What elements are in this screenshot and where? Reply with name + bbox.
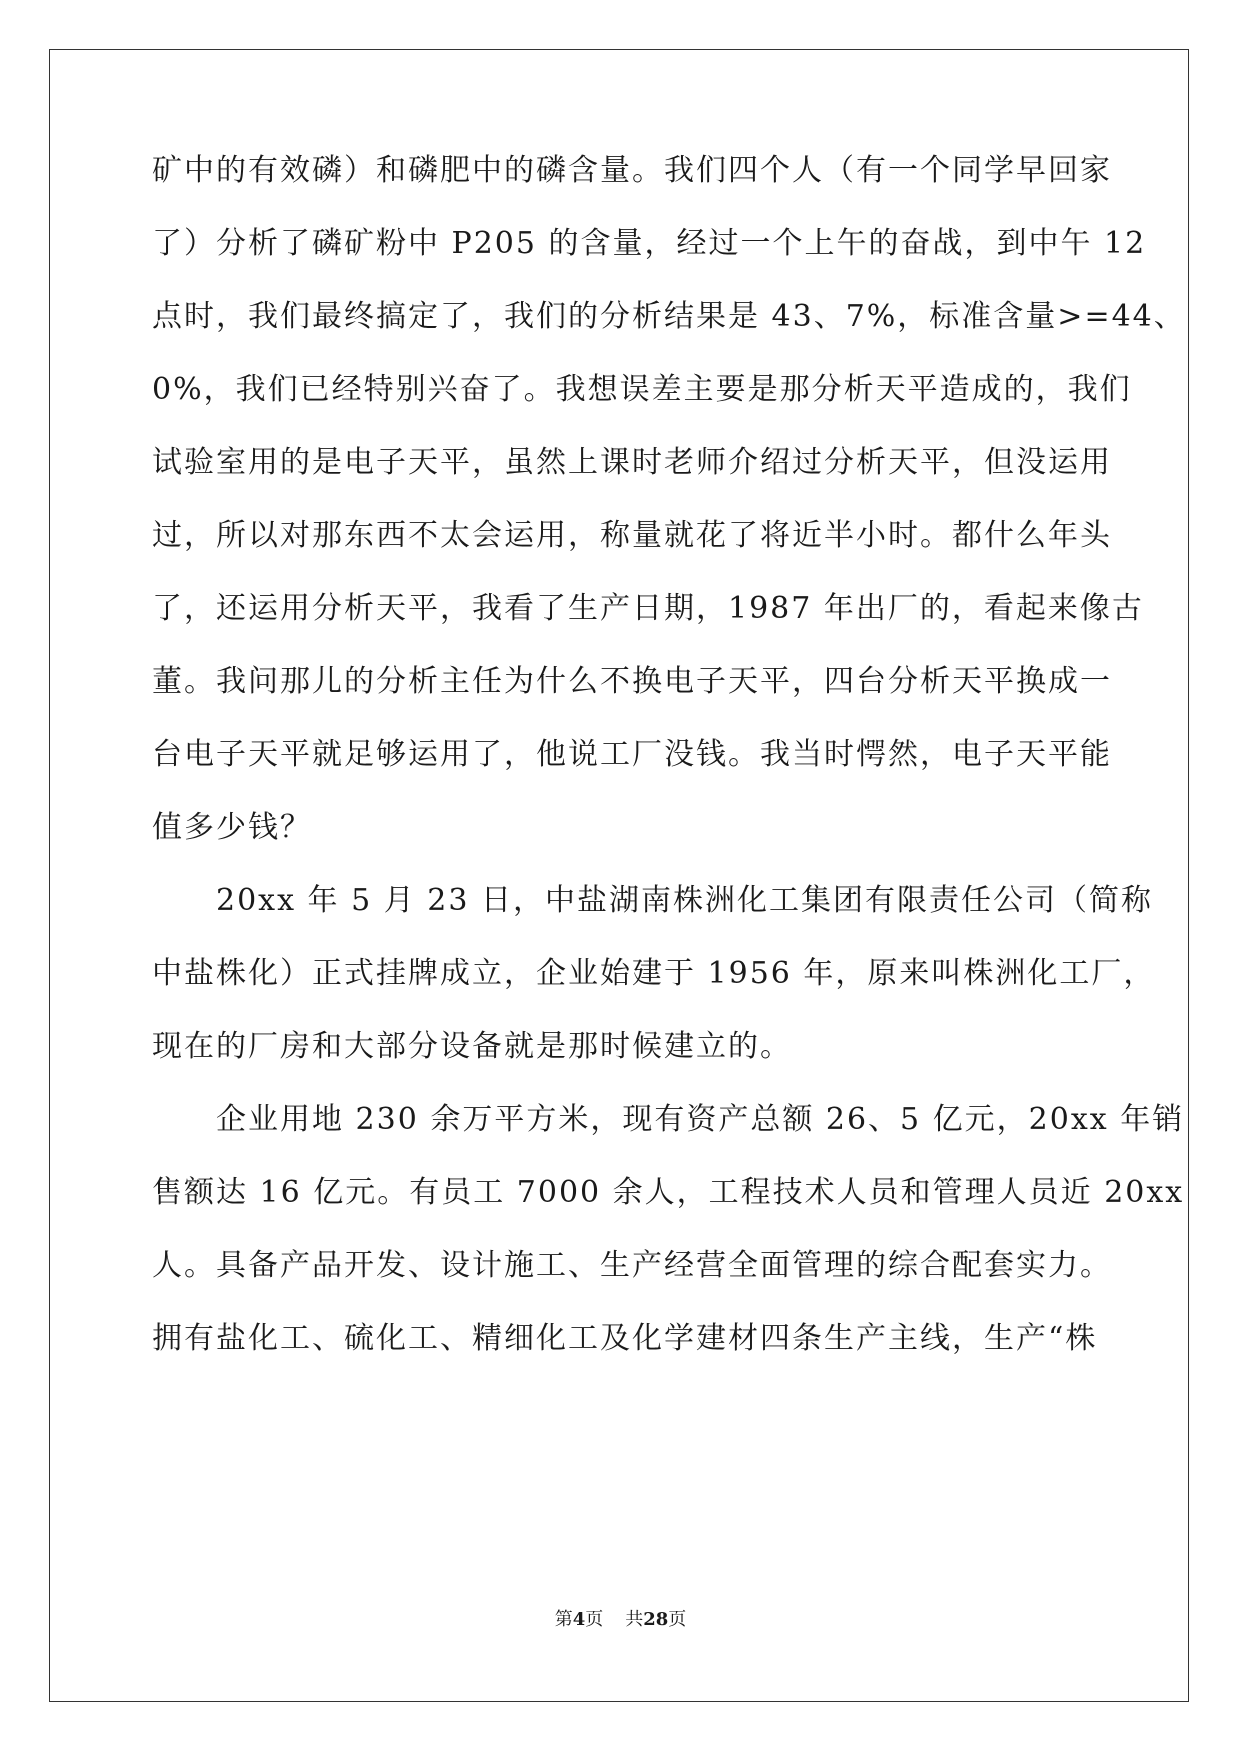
text-line: 20xx 年 5 月 23 日，中盐湖南株洲化工集团有限责任公司（简称	[152, 883, 1153, 918]
text-line: 点时，我们最终搞定了，我们的分析结果是 43、7%，标准含量>=44、	[152, 299, 1186, 334]
total-label: 共	[625, 1609, 644, 1630]
text-line: 中盐株化）正式挂牌成立，企业始建于 1956 年，原来叫株洲化工厂，	[152, 956, 1156, 991]
text-line: 台电子天平就足够运用了，他说工厂没钱。我当时愕然，电子天平能	[152, 737, 1112, 772]
text-line: 售额达 16 亿元。有员工 7000 余人，工程技术人员和管理人员近 20xx	[152, 1175, 1185, 1210]
text-line: 矿中的有效磷）和磷肥中的磷含量。我们四个人（有一个同学早回家	[152, 153, 1112, 188]
text-line: 企业用地 230 余万平方米，现有资产总额 26、5 亿元，20xx 年销	[152, 1102, 1185, 1137]
text-line: 过，所以对那东西不太会运用，称量就花了将近半小时。都什么年头	[152, 518, 1112, 553]
text-line: 拥有盐化工、硫化工、精细化工及化学建材四条生产主线，生产“株	[152, 1321, 1098, 1356]
text-line: 0%，我们已经特别兴奋了。我想误差主要是那分析天平造成的，我们	[152, 372, 1132, 407]
page-suffix: 页	[585, 1609, 604, 1630]
page-label: 第	[554, 1609, 573, 1630]
text-line: 人。具备产品开发、设计施工、生产经营全面管理的综合配套实力。	[152, 1248, 1112, 1283]
total-pages: 28	[643, 1609, 669, 1630]
text-line: 现在的厂房和大部分设备就是那时候建立的。	[152, 1029, 792, 1064]
total-suffix: 页	[668, 1609, 687, 1630]
text-line: 董。我问那儿的分析主任为什么不换电子天平，四台分析天平换成一	[152, 664, 1112, 699]
text-line: 值多少钱？	[152, 810, 312, 845]
page-number: 4	[572, 1609, 586, 1630]
text-line: 了）分析了磷矿粉中 P205 的含量，经过一个上午的奋战，到中午 12	[152, 226, 1147, 261]
text-line: 了，还运用分析天平，我看了生产日期，1987 年出厂的，看起来像古	[152, 591, 1144, 626]
page-footer	[0, 1608, 1241, 1632]
text-line: 试验室用的是电子天平，虽然上课时老师介绍过分析天平，但没运用	[152, 445, 1112, 480]
